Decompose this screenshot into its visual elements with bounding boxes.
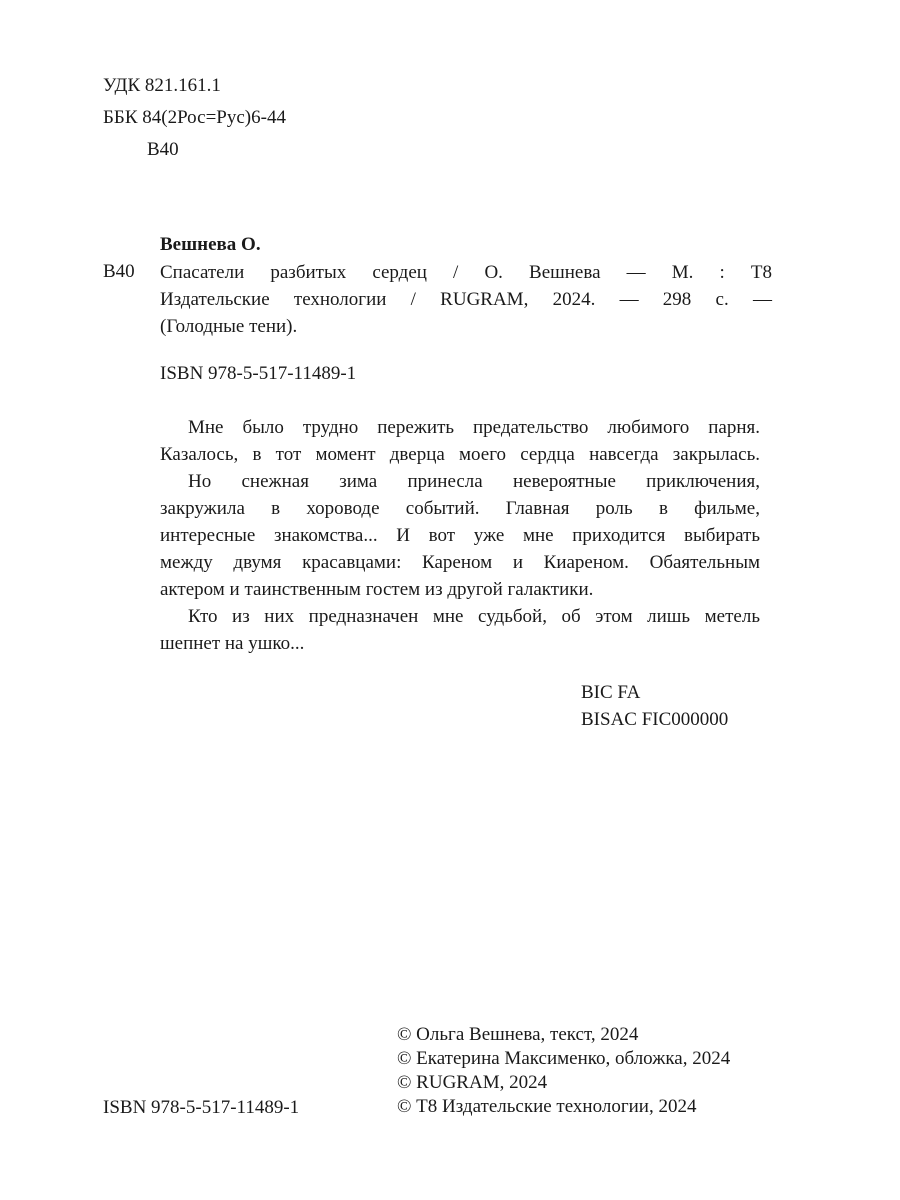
isbn-top: ISBN 978-5-517-11489-1 — [160, 363, 357, 384]
bibliography-code: В40 — [103, 261, 135, 282]
annotation-line: между двумя красавцами: Кареном и Киареном. Обаятельным — [160, 552, 760, 573]
annotation-line: Казалось, в тот момент дверца моего сердца навсегда закрылась. — [160, 444, 760, 465]
annotation-line: Но снежная зима принесла невероятные приключения, — [188, 471, 760, 492]
bibliography-line: Издательские технологии / RUGRAM, 2024. — 298 с. — — [160, 289, 772, 310]
bibliographic-record — [160, 259, 772, 340]
annotation — [160, 414, 760, 657]
copyright-line: © Екатерина Максименко, обложка, 2024 — [397, 1048, 731, 1069]
author-name: Вешнева О. — [160, 234, 261, 255]
annotation-line: интересные знакомства... И вот уже мне приходится выбирать — [160, 525, 760, 546]
annotation-line: закружила в хороводе событий. Главная роль в фильме, — [160, 498, 760, 519]
bic-code: BIC FA — [581, 682, 641, 703]
udk-code: УДК 821.161.1 — [103, 75, 221, 96]
classification-block — [103, 70, 286, 166]
annotation-line: Мне было трудно пережить предательство любимого парня. — [188, 417, 760, 438]
annotation-line: Кто из них предназначен мне судьбой, об этом лишь метель — [188, 606, 760, 627]
copyright-block — [397, 1023, 730, 1119]
annotation-line: актером и таинственным гостем из другой галактики. — [160, 579, 594, 600]
copyright-line: © Т8 Издательские технологии, 2024 — [397, 1096, 697, 1117]
annotation-line: шепнет на ушко... — [160, 633, 305, 654]
bisac-code: BISAC FIC000000 — [581, 709, 729, 730]
bibliography-line: (Голодные тени). — [160, 316, 298, 337]
isbn-bottom: ISBN 978-5-517-11489-1 — [103, 1097, 300, 1118]
copyright-line: © Ольга Вешнева, текст, 2024 — [397, 1024, 639, 1045]
author-mark: В40 — [147, 139, 179, 160]
subject-codes — [581, 679, 728, 733]
copyright-line: © RUGRAM, 2024 — [397, 1072, 548, 1093]
bbk-code: ББК 84(2Рос=Рус)6-44 — [103, 107, 286, 128]
bibliography-line: Спасатели разбитых сердец / О. Вешнева — М. : Т8 — [160, 262, 772, 283]
